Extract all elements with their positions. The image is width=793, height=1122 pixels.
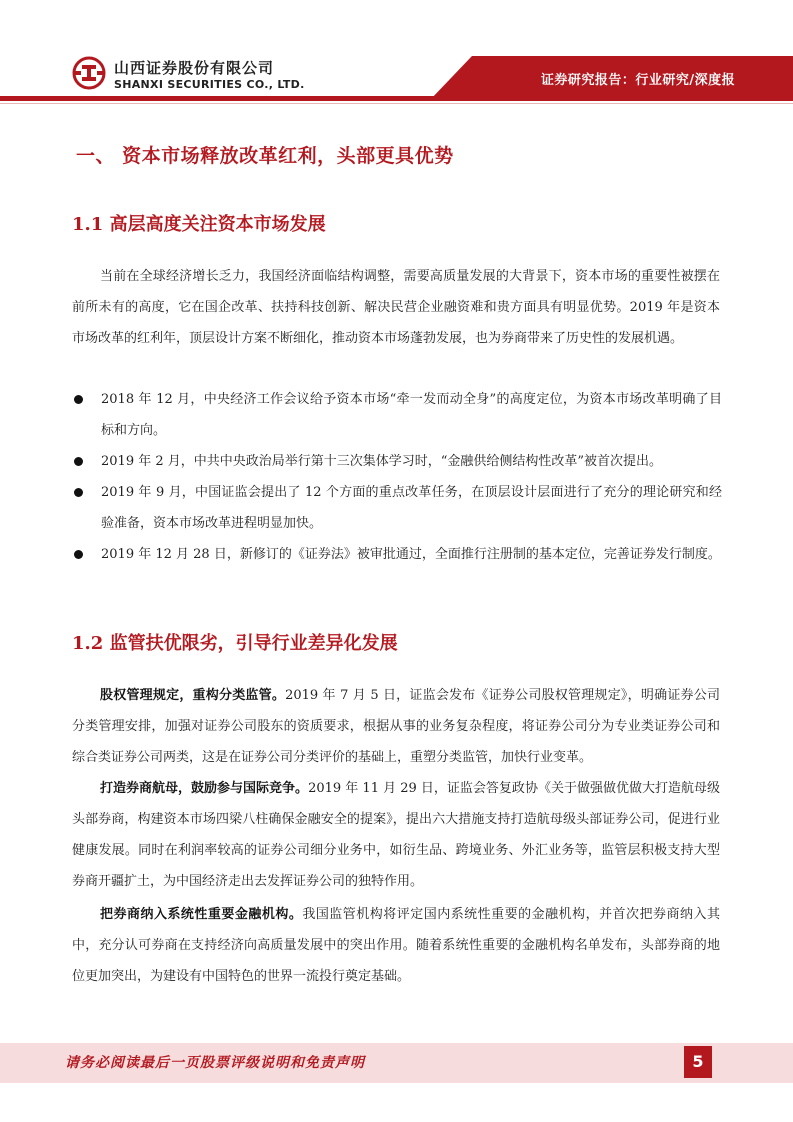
company-name-en: SHANXI SECURITIES CO., LTD. <box>114 78 305 91</box>
header-band <box>0 0 793 112</box>
bullet-text: 2019 年 12 月 28 日，新修订的《证券法》被审批通过，全面推行注册制的基本定位，完善证券发行制度。 <box>101 547 721 562</box>
paragraph-body: 2019 年 7 月 5 日，证监会发布《证券公司股权管理规定》，明确证券公司分类管理安排，加强对证券公司股东的资质要求，根据从事的业务复杂程度，将证券公司分为专业类证券公司和综合类证券公司两类，这是在证券公司分类评价的基础上，重塑分类监管，加快行业变革。 <box>72 688 720 765</box>
subsection-title-1-2: 1.2 监管扶优限劣，引导行业差异化发展 <box>72 633 398 654</box>
paragraph-lead: 打造券商航母，鼓励参与国际竞争。 <box>100 781 309 796</box>
company-logo-icon <box>72 56 106 90</box>
list-item <box>72 539 722 570</box>
bullet-icon <box>74 457 83 466</box>
paragraph-lead: 把券商纳入系统性重要金融机构。 <box>100 907 303 922</box>
bullet-text: 2018 年 12 月，中央经济工作会议给予资本市场“牵一发而动全身”的高度定位，为资本市场改革明确了目标和方向。 <box>101 392 722 438</box>
page-header <box>0 0 793 112</box>
list-item <box>72 384 722 446</box>
paragraph-flagship-brokers <box>72 773 720 897</box>
page-number: 5 <box>684 1046 712 1078</box>
paragraph-equity-management <box>72 680 720 773</box>
report-type: 证券研究报告：行业研究/深度报 <box>540 73 736 88</box>
bullet-list <box>72 384 722 570</box>
bullet-icon <box>74 550 83 559</box>
list-item <box>72 446 722 477</box>
bullet-icon <box>74 488 83 497</box>
paragraph-systemic-importance <box>72 899 720 992</box>
subsection-title-1-1: 1.1 高层高度关注资本市场发展 <box>72 214 326 235</box>
bullet-text: 2019 年 2 月，中共中央政治局举行第十三次集体学习时，“金融供给侧结构性改革”被首次提出。 <box>101 454 663 469</box>
bullet-icon <box>74 395 83 404</box>
footer-disclaimer: 请务必阅读最后一页股票评级说明和免责声明 <box>65 1055 365 1071</box>
intro-paragraph: 当前在全球经济增长乏力，我国经济面临结构调整，需要高质量发展的大背景下，资本市场的重要性被摆在前所未有的高度，它在国企改革、扶持科技创新、解决民营企业融资难和贵方面具有明显优势。2019 年是资本市场改革的红利年，顶层设计方案不断细化，推动资本市场蓬勃发展，也为券商带来了历史性的发展机遇。 <box>72 269 720 346</box>
paragraph-body: 2019 年 11 月 29 日，证监会答复政协《关于做强做优做大打造航母级头部券商，构建资本市场四梁八柱确保金融安全的提案》，提出六大措施支持打造航母级头部证券公司，促进行业健康发展。同时在利润率较高的证券公司细分业务中，如衍生品、跨境业务、外汇业务等，监管层积极支持大型券商开疆扩土，为中国经济走出去发挥证券公司的独特作用。 <box>72 781 720 889</box>
section-title: 一、 资本市场释放改革红利，头部更具优势 <box>76 145 454 167</box>
bullet-text: 2019 年 9 月，中国证监会提出了 12 个方面的重点改革任务，在顶层设计层面进行了充分的理论研究和经验准备，资本市场改革进程明显加快。 <box>101 485 722 531</box>
list-item <box>72 477 722 539</box>
paragraph-lead: 股权管理规定，重构分类监管。 <box>100 688 286 703</box>
paragraph-body: 我国监管机构将评定国内系统性重要的金融机构，并首次把券商纳入其中，充分认可券商在支持经济向高质量发展中的突出作用。随着系统性重要的金融机构名单发布，头部券商的地位更加突出，为建设有中国特色的世界一流投行奠定基础。 <box>72 907 720 984</box>
company-name-cn: 山西证券股份有限公司 <box>114 59 275 77</box>
